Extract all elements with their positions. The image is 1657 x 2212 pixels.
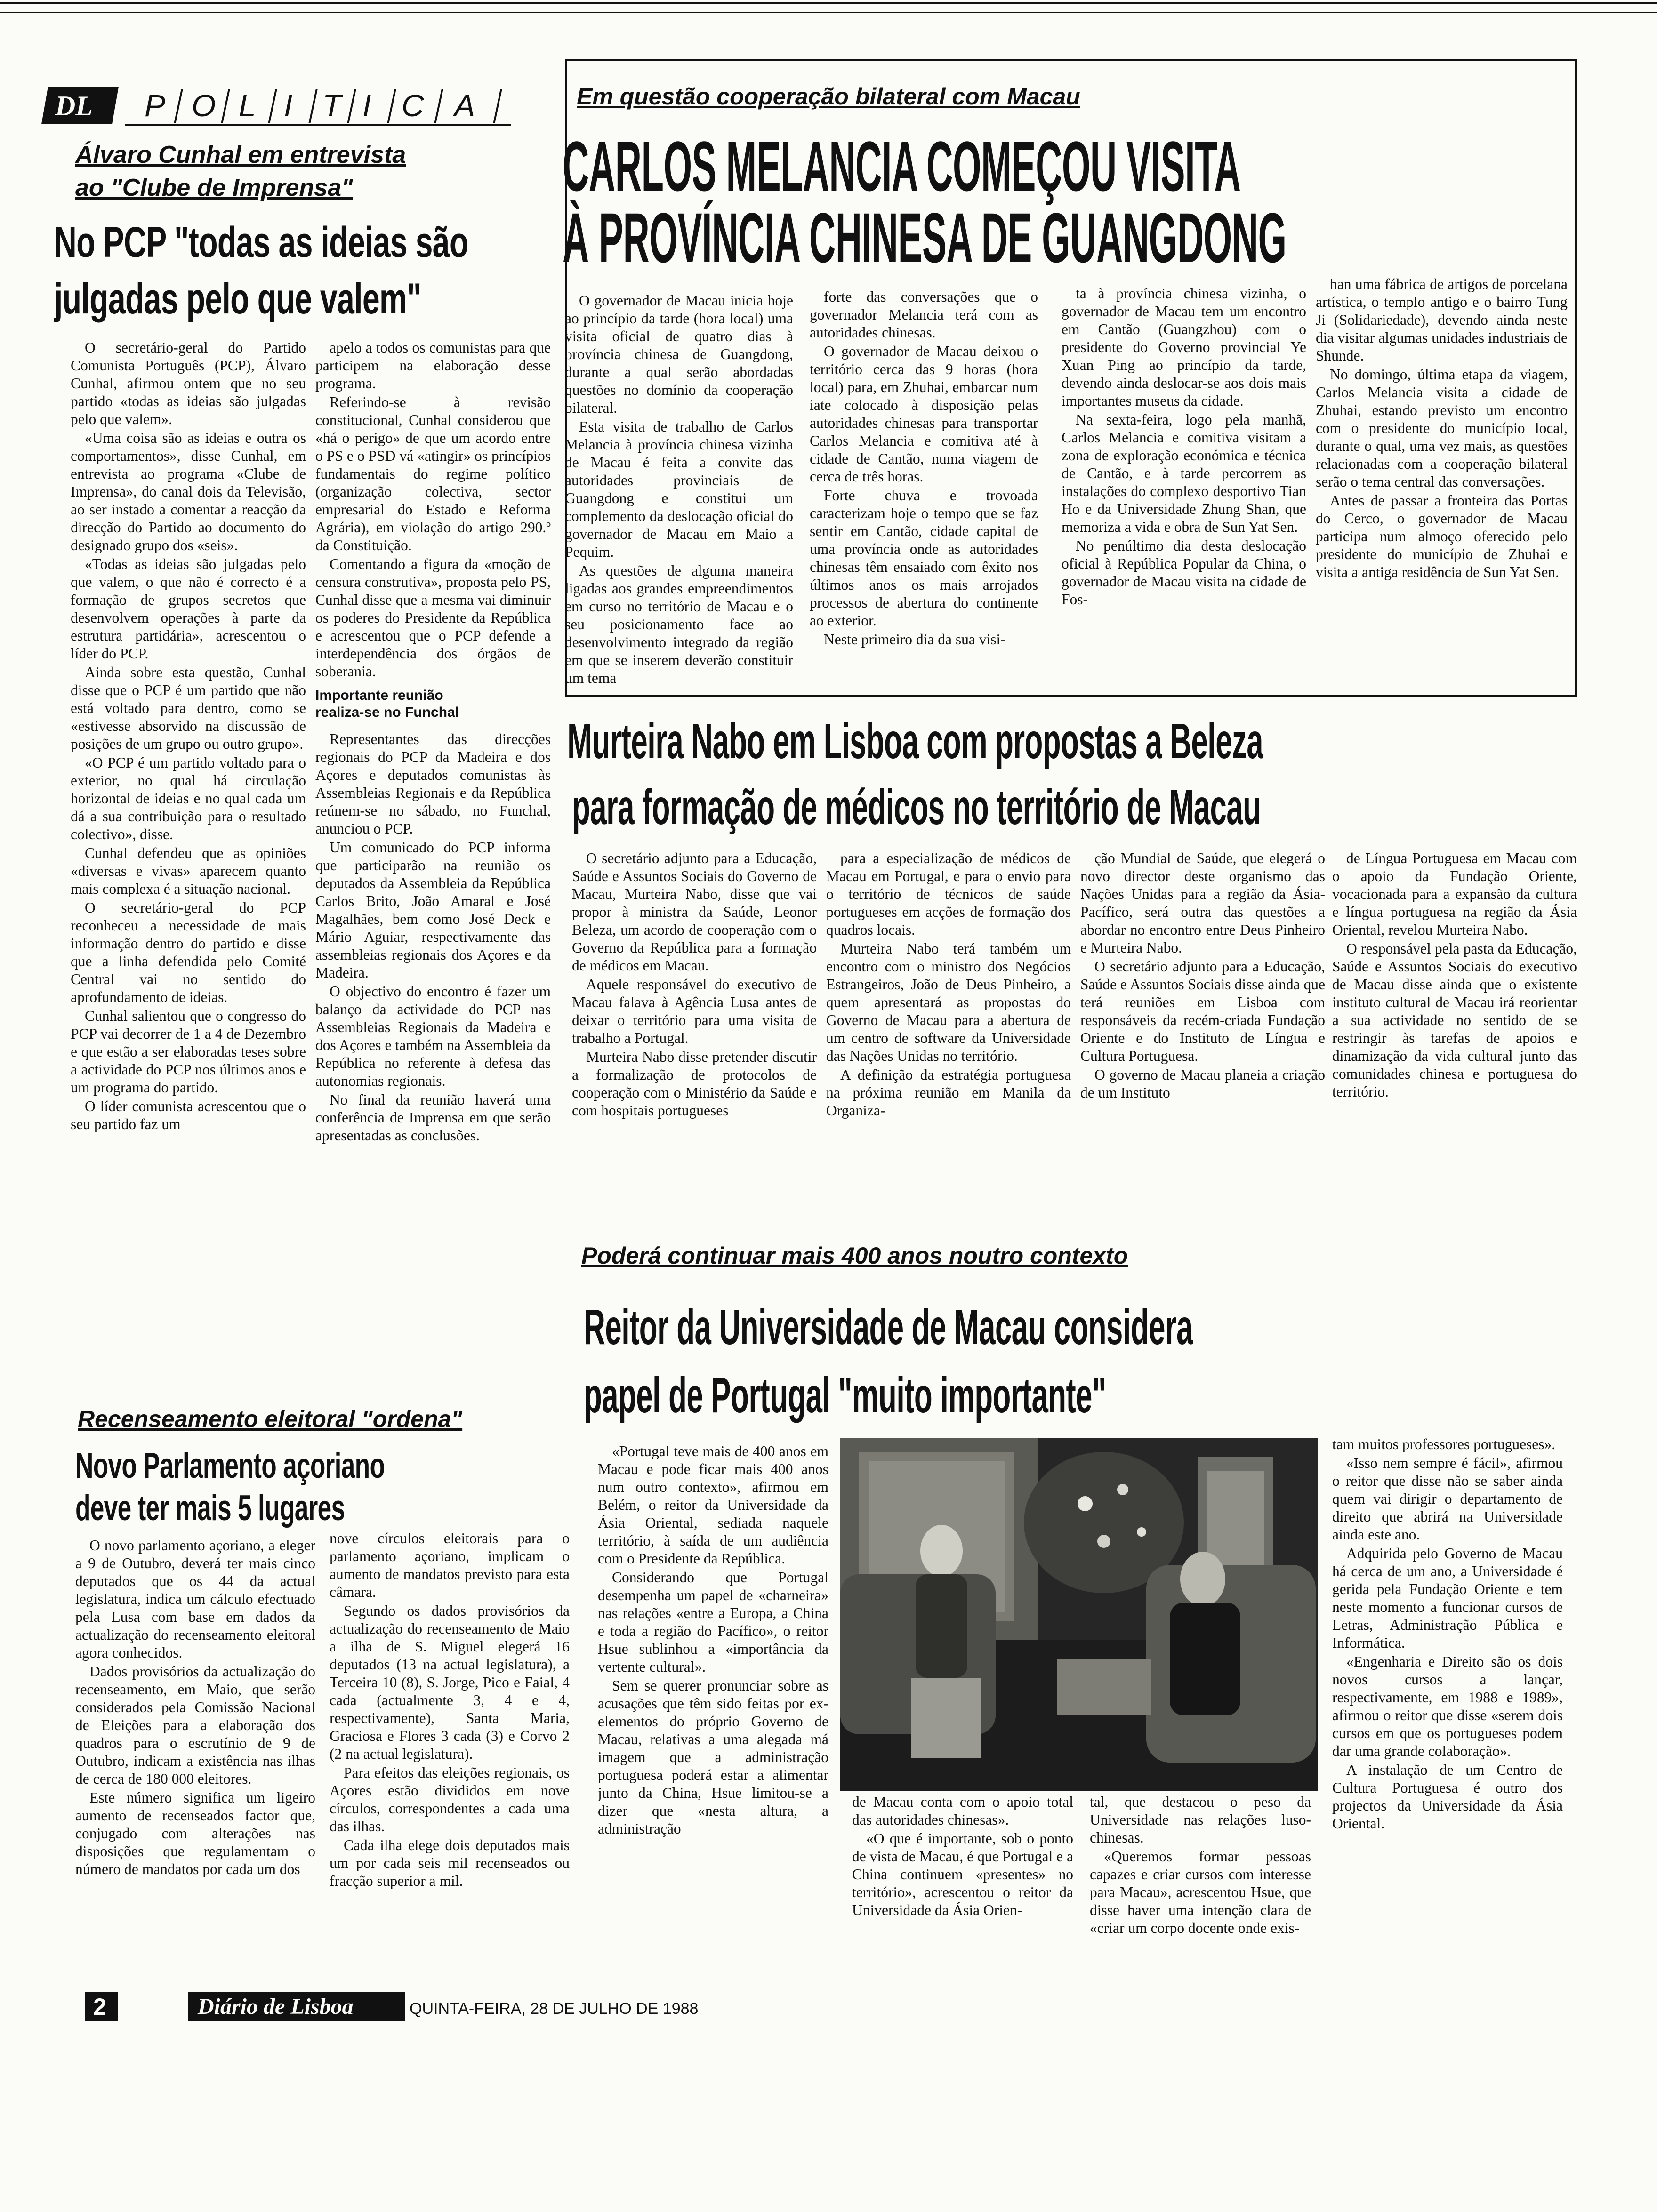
masthead: Diário de Lisboa (198, 1994, 354, 2019)
reitor-kicker: Poderá continuar mais 400 anos noutro contexto (581, 1242, 1128, 1269)
nabo-col-2: para a especialização de médicos de Macau em Portugal, e para o envio para o território de técnicos de saúde portugueses em acções de formação dos quadros locais. Murteira Nabo terá também um encontro com o ministro dos Negócios Estrangeiros, João de Deus Pinheiro, a quem apresentará as propostas do Governo de Macau para a abertura de um centro de software da Universidade das Nações Unidas no território. A definição da estratégia portuguesa na próxima reunião em Manila da Organiza- (826, 850, 1071, 1119)
top-rule (0, 2, 1657, 4)
issue-date: QUINTA-FEIRA, 28 DE JULHO DE 1988 (410, 2000, 699, 2018)
acores-col-2: nove círculos eleitorais para o parlamento açoriano, implicam o aumento de mandatos previsto para esta câmara. Segundo os dados provisórios da actualização do recenseamento de Maio a ilha de S. Miguel elegerá 16 deputados (13 na actual legislatura), a Terceira 10 (8), S. Jorge, Pico e Faial, 4 cada (actualmente 3, 4 e 4, respectivamente), Santa Maria, Graciosa e Flores 3 cada (3) e Corvo 2 (2 na actual legislatura). Para efeitos das eleições regionais, os Açores estão divididos em nove círculos, correspondentes a cada uma das ilhas. Cada ilha elege dois deputados mais um por cada seis mil recenseados ou fracção superior a mil. (330, 1530, 570, 1889)
reitor-title-1: Reitor da Universidade de Macau considera (584, 1299, 1193, 1355)
melancia-title-1: CARLOS MELANCIA COMEÇOU VISITA (563, 127, 1241, 206)
reitor-col-1: «Portugal teve mais de 400 anos em Macau e pode ficar mais 400 anos num outro contexto», afirmou em Belém, o reitor da Universidade da Ásia Oriental, sediada naquele território, à saída de um audiência com o Presidente da República. Considerando que Portugal desempenha um papel de «charneira» nas relações «entre a Europa, a China e toda a região do Pacífico», o reitor Hsue sublinhou a «importância da vertente cultural». Sem se querer pronunciar sobre as acusações que têm sido feitas por ex-elementos do próprio Governo de Macau, relativas a uma alegada má imagem que a administração portuguesa poderá estar a alimentar junto da China, Hsue limitou-se a dizer que «nesta altura, a administração (598, 1443, 828, 1837)
section-title: P O L I T I C A (125, 87, 511, 126)
melancia-col-2: forte das conversações que o governador Melancia terá com as autoridades chinesas. O governador de Macau deixou o território cerca das 9 horas (hora local) para, em Zhuhai, embarcar num iate colocado à disposição pelas autoridades chinesas para transportar Carlos Melancia e comitiva até à cidade de Cantão, numa viagem de cerca de três horas. Forte chuva e trovoada caracterizam hoje o tempo que se faz sentir em Cantão, cidade capital de uma província onde as autoridades chinesas têm ensaiado com êxito nos últimos anos os mais arrojados processos de abertura do continente ao exterior. Neste primeiro dia da sua visi- (810, 289, 1038, 648)
cunhal-title-2: julgadas pelo que valem" (54, 275, 421, 323)
section-logo-text: DL (55, 90, 93, 121)
acores-title-1: Novo Parlamento açoriano (75, 1446, 385, 1486)
reitor-col-3: tal, que destacou o peso da Universidade nas relações luso-chinesas. «Queremos formar pessoas capazes e criar cursos com interesse para Macau», acrescentou Hsue, que disse haver uma intenção clara de «criar um corpo docente onde exis- (1090, 1794, 1311, 1936)
cunhal-kicker-2: ao "Clube de Imprensa" (75, 174, 353, 201)
photo-illustration (840, 1438, 1318, 1791)
nabo-col-4: de Língua Portuguesa em Macau com o apoio da Fundação Oriente, vocacionada para a expansão da cultura e língua portuguesa na região da Ásia Oriental, revelou Murteira Nabo. O responsável pela pasta da Educação, Saúde e Assuntos Sociais do executivo de Macau disse ainda que o existente instituto cultural de Macau irá reorientar a sua actividade no sentido de se restringir às tarefas de apoios e dinamização da vida cultural junto das comunidades chinesa e portuguesa do território. (1332, 850, 1577, 1100)
cunhal-title-1: No PCP "todas as ideias são (54, 218, 468, 266)
nabo-col-1: O secretário adjunto para a Educação, Saúde e Assuntos Sociais do Governo de Macau, Murteira Nabo, disse que vai propor à ministra da Saúde, Leonor Beleza, um acordo de cooperação com o Governo da República para a formação de médicos em Macau. Aquele responsável do executivo de Macau falava à Agência Lusa antes de deixar o território para uma visita de trabalho a Portugal. Murteira Nabo disse pretender discutir a formalização de protocolos de cooperação com o Ministério da Saúde e com hospitais portugueses (572, 850, 817, 1119)
melancia-col-3: ta à província chinesa vizinha, o governador de Macau tem um encontro em Cantão (Guangzhou) com o presidente do Governo provincial Ye Xuan Ping ao princípio da tarde, devendo ainda deslocar-se aos dois mais importantes museus da cidade. Na sexta-feira, logo pela manhã, Carlos Melancia e comitiva visitam a zona de exploração económica e técnica de Cantão, e à tarde percorrem as instalações do complexo desportivo Tian Ho e da Universidade Zhung Shan, que memoriza a vida e obra de Sun Yat Sen. No penúltimo dia desta deslocação oficial à República Popular da China, o governador de Macau visita na cidade de Fos- (1062, 285, 1306, 608)
cunhal-col-2: apelo a todos os comunistas para que participem na elaboração desse programa. Referindo-se à revisão constitucional, Cunhal considerou que «há o perigo» de que um acordo entre o PS e o PSD vá «atingir» os princípios fundamentais do regime político (organização colectiva, sector empresarial do Estado e Reforma Agrária), em violação do artigo 290.º da Constituição. Comentando a figura da «moção de censura construtiva», proposta pelo PS, Cunhal disse que a mesma vai diminuir os poderes do Presidente da República e acrescentou que o PCP defende a interdependência dos órgãos de soberania. Importante reunião realiza-se no Funchal Representantes das direcções regionais do PCP da Madeira e dos Açores e deputados comunistas às Assembleias Regionais e da República reúnem-se no sábado, no Funchal, anunciou o PCP. Um comunicado do PCP informa que participarão na reunião os deputados da Assembleia da República Carlos Brito, João Amaral e José Magalhães, bem como José Deck e Mário Aguiar, respectivamente das assembleias regionais dos Açores e da Madeira. O objectivo do encontro é fazer um balanço da actividade do PCP nas Assembleias Regionais da Madeira e dos Açores e também na Assembleia da República no referente à defesa das autonomias regionais. No final da reunião haverá uma conferência de Imprensa em que serão apresentadas as conclusões. (315, 339, 551, 1144)
reitor-col-4: tam muitos professores portugueses». «Isso nem sempre é fácil», afirmou o reitor que disse não se saber ainda quem vai dirigir o departamento de direito que abrirá na Universidade ainda este ano. Adquirida pelo Governo de Macau há cerca de um ano, a Universidade é gerida pela Fundação Oriente e tem neste momento a funcionar cursos de Letras, Administração Pública e Informática. «Engenharia e Direito são os dois novos cursos a lançar, respectivamente, em 1988 e 1989», afirmou o reitor que disse «serem dois cursos em que os portugueses podem dar uma grande colaboração». A instalação de um Centro de Cultura Portuguesa é outro dos projectos da Universidade da Ásia Oriental. (1332, 1436, 1563, 1832)
page-number: 2 (93, 1994, 106, 2020)
melancia-title-2: À PROVÍNCIA CHINESA DE GUANGDONG (563, 198, 1287, 277)
reitor-title-2: papel de Portugal "muito importante" (584, 1368, 1106, 1423)
cunhal-subhead: Importante reunião realiza-se no Funchal (315, 688, 459, 720)
acores-col-1: O novo parlamento açoriano, a eleger a 9 de Outubro, deverá ter mais cinco deputados que os 44 da actual legislatura, indica um cálculo efectuado pela Lusa com base em dados da actualização do recenseamento eleitoral agora conhecidos. Dados provisórios da actualização do recenseamento, em Maio, que serão considerados pela Comissão Nacional de Eleições para a elaboração dos quadros para o escrutínio de 9 de Outubro, indicam a existência nas ilhas de cerca de 180 000 eleitores. Este número significa um ligeiro aumento de recenseados factor que, conjugado com alterações nas disposições que regulamentam o número de mandatos por cada um dos (75, 1537, 315, 1877)
nabo-title-1: Murteira Nabo em Lisboa com propostas a Beleza (567, 713, 1263, 769)
cunhal-col-1: O secretário-geral do Partido Comunista Português (PCP), Álvaro Cunhal, afirmou ontem que no seu partido «todas as ideias são julgadas pelo que valem». «Uma coisa são as ideias e outra os comportamentos», disse Cunhal, em entrevista ao programa «Clube de Imprensa», do canal dois da Televisão, ao ser instado a comentar a reacção da direcção do Partido ao documento do designado grupo dos «seis». «Todas as ideias são julgadas pelo que valem, o que não é correcto é a formação de grupos secretos que desenvolvem operações à parte da estrutura partidária», acrescentou o líder do PCP. Ainda sobre esta questão, Cunhal disse que o PCP é um partido que não está voltado para dentro, como se «estivesse absorvido na discussão de posições de um grupo ou outro grupo». «O PCP é um partido voltado para o exterior, no qual há circulação horizontal de ideias e no qual cada um dá a sua contribuição para o resultado colectivo», disse. Cunhal defendeu que as opiniões «diversas e vivas» aparecem quanto mais complexa é a situação nacional. O secretário-geral do PCP reconheceu a necessidade de mais informação dentro do partido e disse que a linha defendida pelo Comité Central vai no sentido do aprofundamento de ideias. Cunhal salientou que o congresso do PCP vai decorrer de 1 a 4 de Dezembro e que estão a ser elaboradas teses sobre a actividade do PCP nos últimos anos e um programa do partido. O líder comunista acrescentou que o seu partido faz um (71, 339, 306, 1132)
acores-kicker: Recenseamento eleitoral "ordena" (78, 1406, 463, 1432)
cunhal-kicker-1: Álvaro Cunhal em entrevista (75, 141, 406, 168)
melancia-kicker: Em questão cooperação bilateral com Macau (577, 83, 1080, 110)
reitor-col-2: de Macau conta com o apoio total das autoridades chinesas». «O que é importante, sob o ponto de vista de Macau, é que Portugal e a China continuem «presentes» no território», acrescentou o reitor da Universidade da Ásia Orien- (852, 1794, 1073, 1918)
melancia-col-1: O governador de Macau inicia hoje ao princípio da tarde (hora local) uma visita oficial de quatro dias à província chinesa de Guangdong, durante a qual serão abordadas questões no domínio da cooperação bilateral. Esta visita de trabalho de Carlos Melancia à província chinesa vizinha de Macau é feita a convite das autoridades provinciais de Guangdong e constitui um complemento da deslocação oficial do governador de Macau em Maio a Pequim. As questões de alguma maneira ligadas aos grandes empreendimentos em curso no território de Macau e o seu posicionamento face ao desenvolvimento integrado da região em que se inserem deverão constituir um tema (565, 292, 793, 686)
top-rule-thin (0, 12, 1657, 13)
section-header (45, 85, 515, 128)
acores-title-2: deve ter mais 5 lugares (75, 1488, 345, 1528)
melancia-col-4: han uma fábrica de artigos de porcelana artística, o templo antigo e o bairro Tung Ji (Solidariedade), devendo ainda neste dia visitar algumas unidades industriais de Shunde. No domingo, última etapa da viagem, Carlos Melancia visita a cidade de Zhuhai, estando previsto um encontro com o presidente do município local, durante o qual, uma vez mais, as questões relacionadas com a cooperação bilateral serão o tema central das conversações. Antes de passar a fronteira das Portas do Cerco, o governador de Macau participa num almoço oferecido pelo presidente do município de Zhuhai e visita a antiga residência de Sun Yat Sen. (1316, 276, 1568, 580)
nabo-col-3: ção Mundial de Saúde, que elegerá o novo director deste organismo das Nações Unidas para a região da Ásia-Pacífico, será outra das questões a abordar no encontro entre Deus Pinheiro e Murteira Nabo. O secretário adjunto para a Educação, Saúde e Assuntos Sociais disse ainda que terá reuniões em Lisboa com responsáveis da recém-criada Fundação Oriente e do Instituto de Língua e Cultura Portuguesa. O governo de Macau planeia a criação de um Instituto (1080, 850, 1325, 1101)
reitor-photo (840, 1438, 1318, 1791)
nabo-title-2: para formação de médicos no território de Macau (572, 779, 1261, 835)
